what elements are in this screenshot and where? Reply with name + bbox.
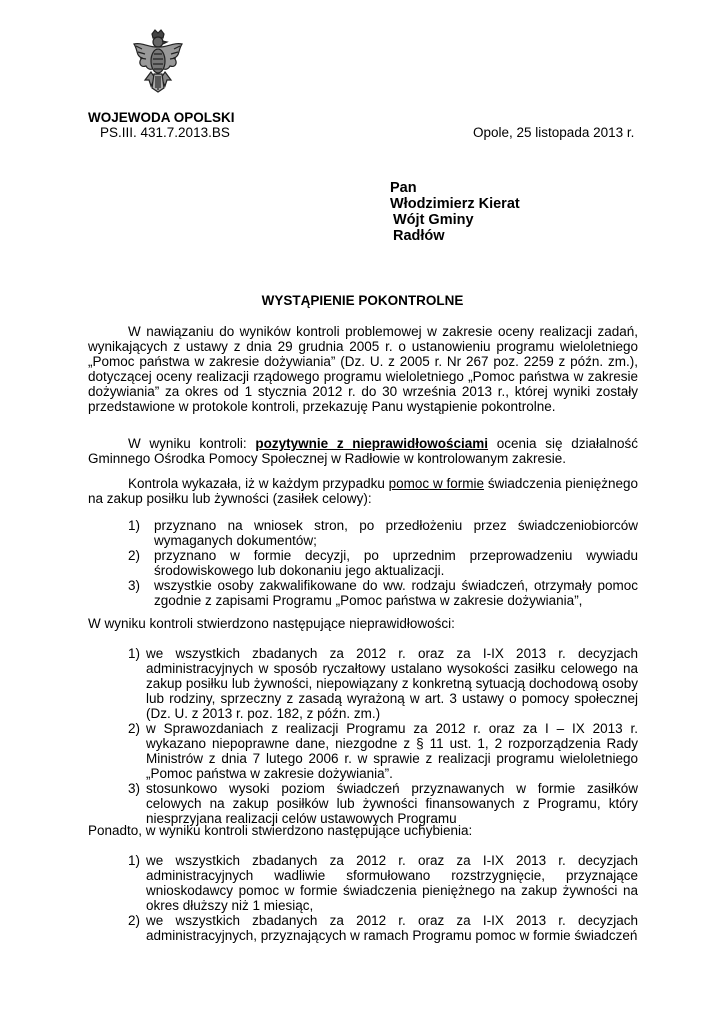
list-item [128,781,638,826]
irregularities-heading: W wyniku kontroli stwierdzono następujące nieprawidłowości: [88,616,455,631]
list-item-number: 2) [128,721,141,736]
irregularities-list [128,646,638,826]
list-item [128,913,638,943]
assessment-suffix: ocenia się działalność Gminnego Ośrodka Pomocy Społecznej w Radłowie w kontrolowanym zakresie. [88,436,638,466]
reference-number: PS.III. 431.7.2013.BS [100,125,230,140]
list-item-number: 1) [128,853,141,868]
list-item-number: 3) [128,781,141,796]
assessment-verdict: pozytywnie z nieprawidłowościami [255,436,489,451]
list-item-text: we wszystkich zbadanych za 2012 r. oraz za I-IX 2013 r. decyzjach administracyjnych w sposób ryczałtowy ustalano wysokości zasiłku celowego na zakup posiłku lub żywności, niepowiązany z konkretną sytuacją dochodową osoby lub rodziny, sprzeczny z zasadą wyrażoną w art. 3 ustawy o pomocy społecznej (Dz. U. z 2013 r. poz. 182, z późn. zm.) [146,646,638,721]
deficiencies-list [128,853,638,943]
list-item [128,646,638,721]
list-item [128,518,638,548]
addressee-block [390,180,520,244]
list-item-text: przyznano na wniosek stron, po przedłożeniu przez świadczeniobiorców wymaganych dokumentów; [154,518,638,548]
document-title: WYSTĄPIENIE POKONTROLNE [261,293,464,308]
list-item-text: we wszystkich zbadanych za 2012 r. oraz za I-IX 2013 r. decyzjach administracyjnych, przyznających w ramach Programu pomoc w formie świadczeń [146,913,638,943]
intro-paragraph: W nawiązaniu do wyników kontroli problemowej w zakresie oceny realizacji zadań, wynikających z ustawy z dnia 29 grudnia 2005 r. o ustanowieniu programu wieloletniego „Pomoc państwa w zakresie dożywiania” (Dz. U. z 2005 r. Nr 267 poz. 2259 z późn. zm.), dotyczącej oceny realizacji rządowego programu wieloletniego „Pomoc państwa w zakresie dożywiania” za okres od 1 stycznia 2012 r. do 30 września 2013 r., której wyniki zostały przedstawione w protokole kontroli, przekazuję Panu wystąpienie pokontrolne. [88,324,638,414]
findings-intro-emphasis: pomoc w formie [388,476,485,491]
list-item-number: 1) [128,518,141,533]
list-item [128,853,638,913]
addressee-municipality: Radłów [393,228,445,244]
assessment-prefix: W wyniku kontroli: [128,436,247,451]
addressee-name: Włodzimierz Kierat [390,196,520,212]
list-item-number: 3) [128,578,141,593]
list-item [128,548,638,578]
deficiencies-heading: Ponadto, w wyniku kontroli stwierdzono następujące uchybienia: [88,823,473,838]
place-date: Opole, 25 listopada 2013 r. [473,125,635,140]
findings-intro-paragraph [88,476,638,506]
list-item-number: 1) [128,646,141,661]
list-item-text: przyznano w formie decyzji, po uprzednim przeprowadzeniu wywiadu środowiskowego lub dokonaniu jego aktualizacji. [154,548,638,578]
addressee-position: Wójt Gminy [393,212,474,228]
findings-intro-part1: Kontrola wykazała, iż w każdym przypadku [128,476,385,491]
assessment-paragraph [88,436,638,466]
list-item-text: w Sprawozdaniach z realizacji Programu za 2012 r. oraz za I – IX 2013 r. wykazano niepoprawne dane, niezgodne z § 11 ust. 1, 2 rozporządzenia Rady Ministrów z dnia 7 lutego 2006 r. w sprawie z realizacji programu wieloletniego „Pomoc państwa w zakresie dożywiania”. [146,721,638,781]
positive-findings-list [128,518,638,608]
list-item-text: we wszystkich zbadanych za 2012 r. oraz za I-IX 2013 r. decyzjach administracyjnych wadliwie sformułowano rozstrzygnięcie, przyznające wnioskodawcy pomoc w formie świadczenia pieniężnego na zakup żywności na okres dłuższy niż 1 miesiąc, [146,853,638,913]
list-item-text: stosunkowo wysoki poziom świadczeń przyznawanych w formie zasiłków celowych na zakup posiłków lub żywności finansowanych z Programu, który niesprzyjana realizacji celów ustawowych Programu [146,781,638,826]
list-item-number: 2) [128,913,141,928]
list-item [128,578,638,608]
list-item [128,721,638,781]
addressee-salutation: Pan [390,180,417,196]
list-item-text: wszystkie osoby zakwalifikowane do ww. rodzaju świadczeń, otrzymały pomoc zgodnie z zapisami Programu „Pomoc państwa w zakresie dożywiania”, [154,578,638,608]
authority-name: WOJEWODA OPOLSKI [88,110,235,125]
list-item-number: 2) [128,548,141,563]
eagle-emblem-icon [128,28,188,94]
findings-intro-part2: świadczenia pieniężnego na zakup posiłku lub żywności (zasiłek celowy): [88,476,638,506]
